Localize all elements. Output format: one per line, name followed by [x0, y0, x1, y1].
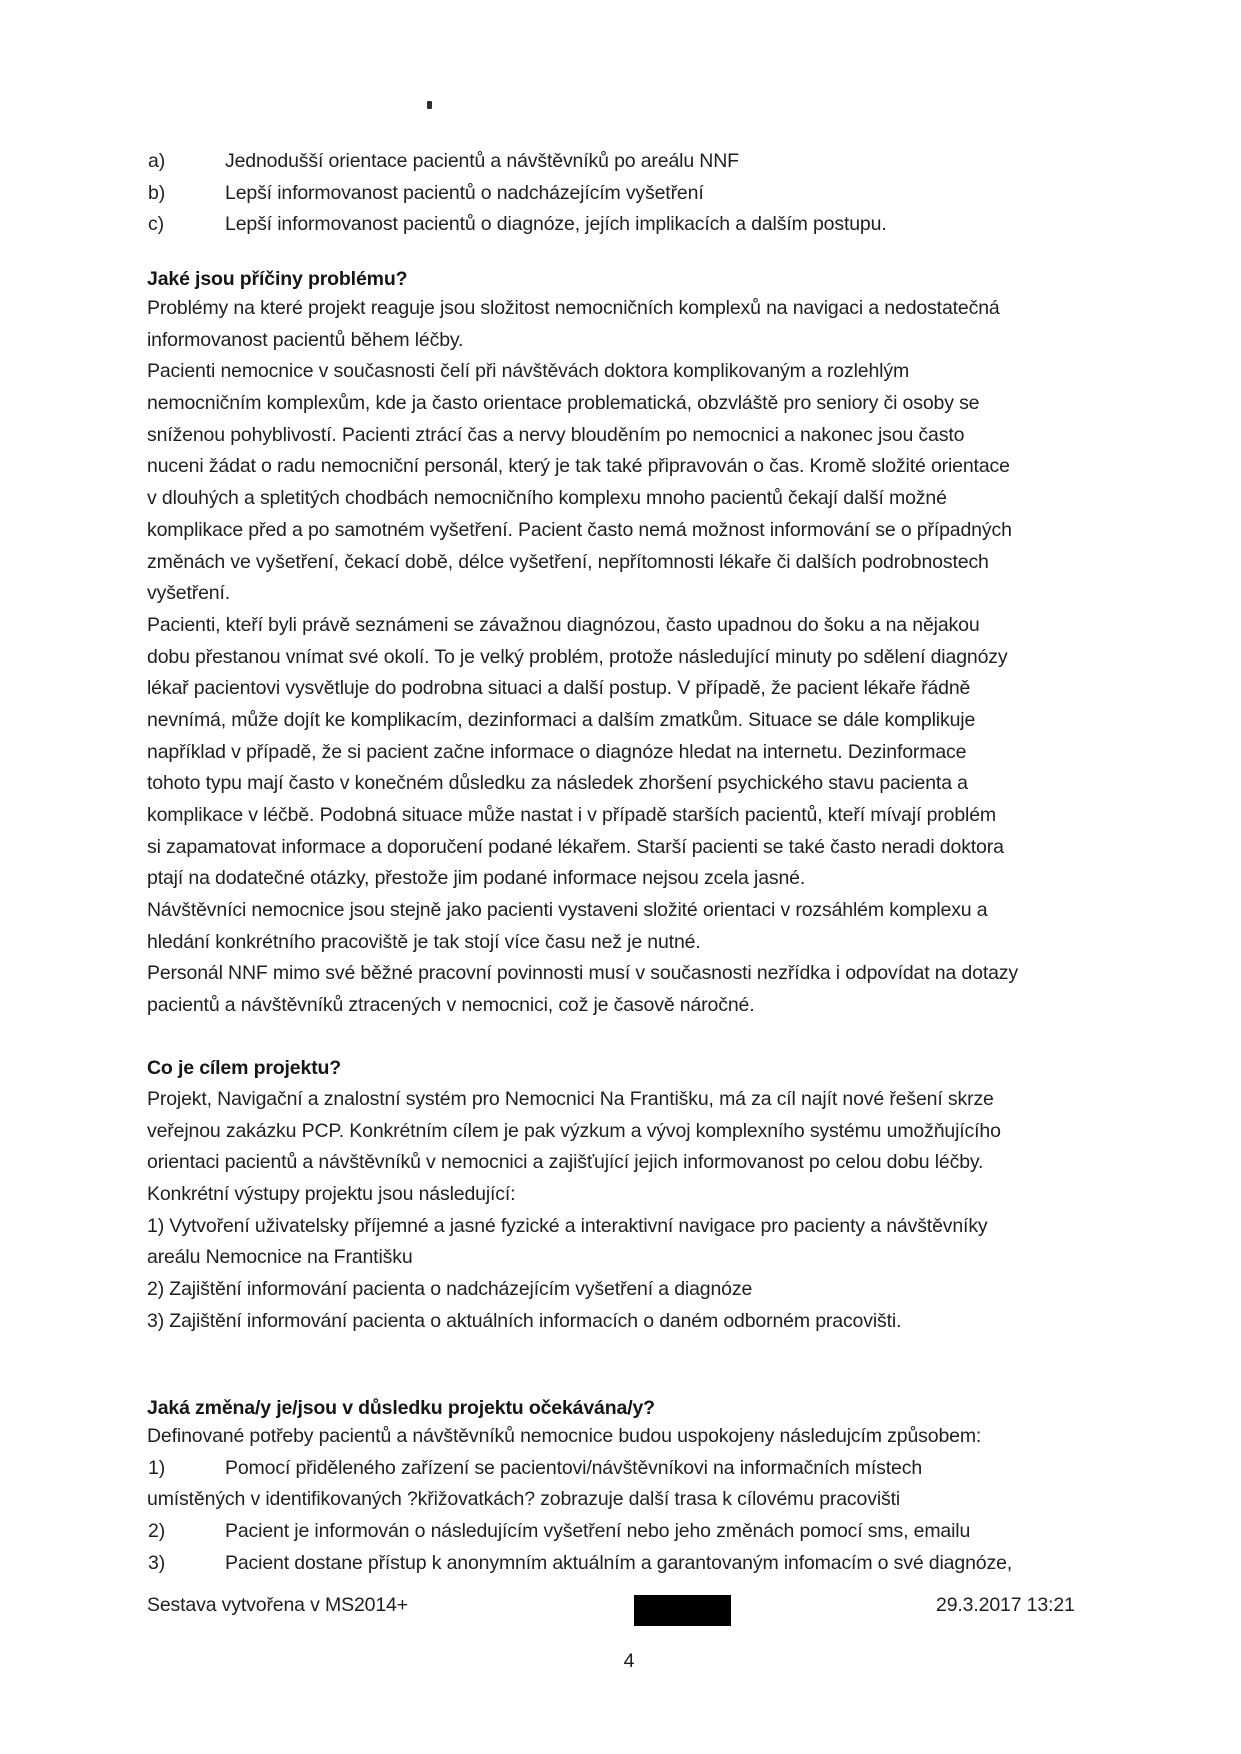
text-line: Návštěvníci nemocnice jsou stejně jako pacienti vystaveni složité orientaci v rozsáhlém komplexu a — [147, 899, 988, 922]
list-item — [0, 178, 1241, 210]
text-line: areálu Nemocnice na Františku — [147, 1246, 413, 1269]
section-heading-causes: Jaké jsou příčiny problému? — [147, 268, 408, 290]
numbered-item: 3) Pacient dostane přístup k anonymním aktuálním a garantovaným infomacím o své diagnóze, — [0, 1548, 1241, 1580]
text-line: 3) Zajištění informování pacienta o aktuálních informacích o daném odborném pracovišti. — [147, 1309, 902, 1332]
text-line: Pacienti, kteří byli právě seznámeni se závažnou diagnózou, často upadnou do šoku a na nějakou — [147, 613, 980, 636]
text-line: například v případě, že si pacient začne informace o diagnóze hledat na internetu. Dezinformace — [147, 740, 967, 763]
list-item — [0, 209, 1241, 241]
text-line: změnách ve vyšetření, čekací době, délce vyšetření, nepřítomnosti lékaře či dalších podrobnostech — [147, 550, 989, 573]
text-line: veřejnou zakázku PCP. Konkrétním cílem je pak výzkum a vývoj komplexního systému umožňujícího — [147, 1119, 1001, 1142]
footer-timestamp: 29.3.2017 13:21 — [936, 1594, 1075, 1616]
text-line: si zapamatovat informace a doporučení podané lékařem. Starší pacienti se také často neradi doktora — [147, 835, 1004, 858]
section-heading-expected-change: Jaká změna/y je/jsou v důsledku projektu očekávána/y? — [147, 1397, 655, 1419]
text-line: Personál NNF mimo své běžné pracovní povinnosti musí v současnosti nezřídka i odpovídat na dotazy — [147, 962, 1018, 985]
text-line: lékař pacientovi vysvětluje do podrobna situaci a další postup. V případě, že pacient lékaře řádně — [147, 677, 971, 700]
text-line: nevnímá, může dojít ke komplikacím, dezinformaci a dalším zmatkům. Situace se dále komplikuje — [147, 708, 976, 731]
text-line: ptají na dodatečné otázky, přestože jim podané informace nejsou zcela jasné. — [147, 867, 806, 890]
text-line: 1) Vytvoření uživatelsky příjemné a jasné fyzické a interaktivní navigace pro pacienty a návštěvníky — [147, 1214, 988, 1237]
page-number: 4 — [623, 1650, 635, 1672]
numbered-item-label: 2) — [148, 1520, 166, 1543]
text-line: Problémy na které projekt reaguje jsou složitost nemocničních komplexů na navigaci a nedostatečná — [147, 297, 1000, 319]
text-line: Definované potřeby pacientů a návštěvníků nemocnice budou uspokojeny následujcím způsobem: — [147, 1425, 982, 1447]
section-body-goal — [0, 1084, 1241, 1338]
list-item — [0, 146, 1241, 178]
text-line: v dlouhých a spletitých chodbách nemocničního komplexu mnoho pacientů čekají další možné — [147, 487, 947, 510]
intro-list — [0, 146, 1241, 241]
text-line: tohoto typu mají často v konečném důsledku za následek zhoršení psychického stavu pacienta a — [147, 772, 968, 795]
text-line: informovanost pacientů během léčby. — [147, 328, 464, 351]
text-line: nuceni žádat o radu nemocniční personál, který je tak také připravován o čas. Kromě složité orientace — [147, 455, 1010, 478]
list-item-text: Lepší informovanost pacientů o diagnóze, jejích implikacích a dalším postupu. — [225, 213, 887, 236]
text-line: orientaci pacientů a návštěvníků v nemocnici a zajišťující jejich informovanost po celou dobu léčby. — [147, 1151, 984, 1174]
numbered-item-label: 3) — [148, 1551, 166, 1574]
section-heading-goal: Co je cílem projektu? — [147, 1057, 342, 1079]
list-item-label: a) — [148, 150, 166, 172]
numbered-item: 1) Pomocí přiděleného zařízení se pacientovi/návštěvníkovi na informačních místech — [0, 1453, 1241, 1485]
list-item-label: b) — [148, 181, 166, 204]
text-line: dobu přestanou vnímat své okolí. To je velký problém, protože následující minuty po sdělení diagnózy — [147, 645, 1008, 668]
page-footer — [0, 1590, 1241, 1630]
footer-generator-text: Sestava vytvořena v MS2014+ — [147, 1594, 408, 1616]
text-line: Pacienti nemocnice v současnosti čelí při návštěvách doktora komplikovaným a rozlehlým — [147, 360, 910, 383]
list-item-text: Jednodušší orientace pacientů a návštěvníků po areálu NNF — [225, 150, 739, 172]
list-item-label: c) — [148, 213, 164, 236]
numbered-item-label: 1) — [148, 1456, 166, 1479]
list-item-text: Lepší informovanost pacientů o nadcházejícím vyšetření — [225, 181, 704, 204]
numbered-item: 2) Pacient je informován o následujícím vyšetření nebo jeho změnách pomocí sms, emailu — [0, 1516, 1241, 1548]
text-line: hledání konkrétního pracoviště je tak stojí více času než je nutné. — [147, 930, 701, 953]
stray-dot — [427, 101, 432, 109]
section-body-expected-change — [0, 1421, 1241, 1579]
text-line: nemocničním komplexům, kde ja často orientace problematická, obzvláště pro seniory či osoby se — [147, 392, 980, 415]
text-line: umístěných v identifikovaných ?křižovatkách? zobrazuje další trasa k cílovému pracovišti — [147, 1488, 901, 1511]
text-line: pacientů a návštěvníků ztracených v nemocnici, což je časově náročné. — [147, 994, 755, 1017]
text-line: Konkrétní výstupy projektu jsou následující: — [147, 1183, 516, 1206]
redaction-box — [634, 1595, 731, 1626]
text-line: komplikace v léčbě. Podobná situace může nastat i v případě starších pacientů, kteří mívají problém — [147, 804, 996, 826]
section-body-causes — [0, 293, 1241, 1022]
text-line: komplikace před a po samotném vyšetření. Pacient často nemá možnost informování se o případných — [147, 518, 1012, 541]
text-line: 2) Zajištění informování pacienta o nadcházejícím vyšetření a diagnóze — [147, 1278, 753, 1301]
text-line: vyšetření. — [147, 582, 231, 605]
text-line: Projekt, Navigační a znalostní systém pro Nemocnici Na Františku, má za cíl najít nové řešení skrze — [147, 1088, 994, 1110]
text-line: sníženou pohyblivostí. Pacienti ztrácí čas a nervy blouděním po nemocnici a nakonec jsou často — [147, 423, 965, 446]
